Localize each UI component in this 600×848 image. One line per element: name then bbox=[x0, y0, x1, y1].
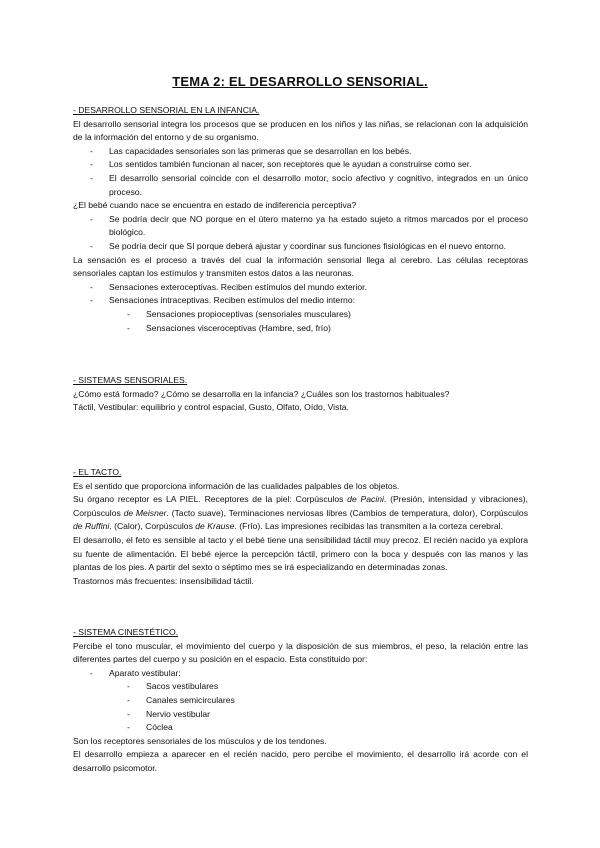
paragraph-receptors: Su órgano receptor es LA PIEL. Receptores de la piel: Corpúsculos de Pacini. (Presión, intensidad y vibraciones), Corpúsculos de Meisner. (Tacto suave), Terminaciones nerviosas libres (Cambios de temperatura, dolor), Corpúsculos de Ruffini. (Calor), Corpúsculos de Krause. (Frío). Las impresiones recibidas las transmiten a la corteza cerebral. bbox=[73, 494, 529, 532]
section-heading: - SISTEMA CINESTÉTICO. bbox=[73, 627, 179, 637]
bullet-list bbox=[73, 145, 528, 199]
paragraph: El desarrollo empieza a aparecer en el recién nacido, pero percibe el movimiento, el desarrollo irá acorde con el desarrollo psicomotor. bbox=[73, 749, 528, 773]
section-infancia bbox=[73, 104, 528, 335]
list-item: - Sensaciones visceroceptivas (Hambre, sed, frío) bbox=[73, 322, 528, 336]
list-item: - El desarrollo sensorial coincide con el desarrollo motor, socio afectivo y cognitivo, integrados en un único proceso. bbox=[73, 172, 528, 199]
section-sistemas bbox=[73, 374, 528, 415]
list-item: - Nervio vestibular bbox=[73, 708, 528, 722]
paragraph: Trastornos más frecuentes: insensibilidad táctil. bbox=[73, 575, 254, 586]
list-item: - Los sentidos también funcionan al nacer, son receptores que le ayudan a construirse como ser. bbox=[73, 158, 528, 172]
list-item: - Las capacidades sensoriales son las primeras que se desarrollan en los bebés. bbox=[73, 145, 528, 159]
paragraph: El desarrollo sensorial integra los procesos que se producen en los niños y las niñas, se relacionan con la adquisición de la información del entorno y de su organismo. bbox=[73, 118, 528, 143]
list-item: - Sensaciones exteroceptivas. Reciben estímulos del mundo exterior. bbox=[73, 281, 528, 295]
sub-bullet-list bbox=[73, 308, 528, 335]
section-heading: - DESARROLLO SENSORIAL EN LA INFANCIA. bbox=[73, 105, 260, 115]
section-tacto bbox=[73, 466, 528, 588]
paragraph: Táctil, Vestibular: equilibrio y control espacial, Gusto, Olfato, Oído, Vista. bbox=[73, 402, 349, 413]
bullet-list bbox=[73, 281, 528, 308]
list-item: - Aparato vestibular: bbox=[73, 667, 528, 681]
sub-bullet-list bbox=[73, 680, 528, 734]
list-item: - Sensaciones intraceptivas. Reciben estímulos del medio interno: bbox=[73, 294, 528, 308]
paragraph: Son los receptores sensoriales de los músculos y de los tendones. bbox=[73, 735, 327, 746]
section-heading: - SISTEMAS SENSORIALES. bbox=[73, 375, 188, 385]
section-cinestetico bbox=[73, 626, 528, 776]
list-item: - Se podría decir que NO porque en el útero materno ya ha estado sujeto a ritmos marcados por el proceso biológico. bbox=[73, 213, 528, 240]
paragraph: La sensación es el proceso a través del cual la información sensorial llega al cerebro. Las células receptoras sensoriales captan los estímulos y transmiten estos datos a las neuronas. bbox=[73, 254, 528, 279]
list-item: - Cóclea bbox=[73, 721, 528, 735]
list-item: - Sensaciones propioceptivas (sensoriales musculares) bbox=[73, 308, 528, 322]
page-title: TEMA 2: EL DESARROLLO SENSORIAL. bbox=[172, 74, 428, 89]
bullet-list bbox=[73, 667, 528, 681]
paragraph: Es el sentido que proporciona información de las cualidades palpables de los objetos. bbox=[73, 480, 400, 491]
paragraph: El desarrollo, el feto es sensible al tacto y el bebé tiene una sensibilidad táctil muy precoz. El recién nacido ya explora su fuente de alimentación. El bebé ejerce la percepción táctil, primero con la boca y después con las manos y las plantas de los pies. A partir del sexto o séptimo mes se irá especializando en determinadas zonas. bbox=[73, 534, 528, 573]
question: ¿Cómo está formado? ¿Cómo se desarrolla en la infancia? ¿Cuáles son los trastornos habituales? bbox=[73, 388, 450, 399]
paragraph: Percibe el tono muscular, el movimiento del cuerpo y la disposición de sus miembros, el peso, la relación entre las diferentes partes del cuerpo y su posición en el espacio. Esta constituido por: bbox=[73, 640, 528, 665]
list-item: - Canales semicirculares bbox=[73, 694, 528, 708]
list-item: - Sacos vestibulares bbox=[73, 680, 528, 694]
section-heading: - EL TACTO. bbox=[73, 467, 122, 477]
question: ¿El bebé cuando nace se encuentra en estado de indiferencia perceptiva? bbox=[73, 200, 357, 211]
bullet-list bbox=[73, 213, 528, 254]
list-item: - Se podría decir que SI porque deberá ajustar y coordinar sus funciones fisiológicas en el nuevo entorno. bbox=[73, 240, 528, 254]
